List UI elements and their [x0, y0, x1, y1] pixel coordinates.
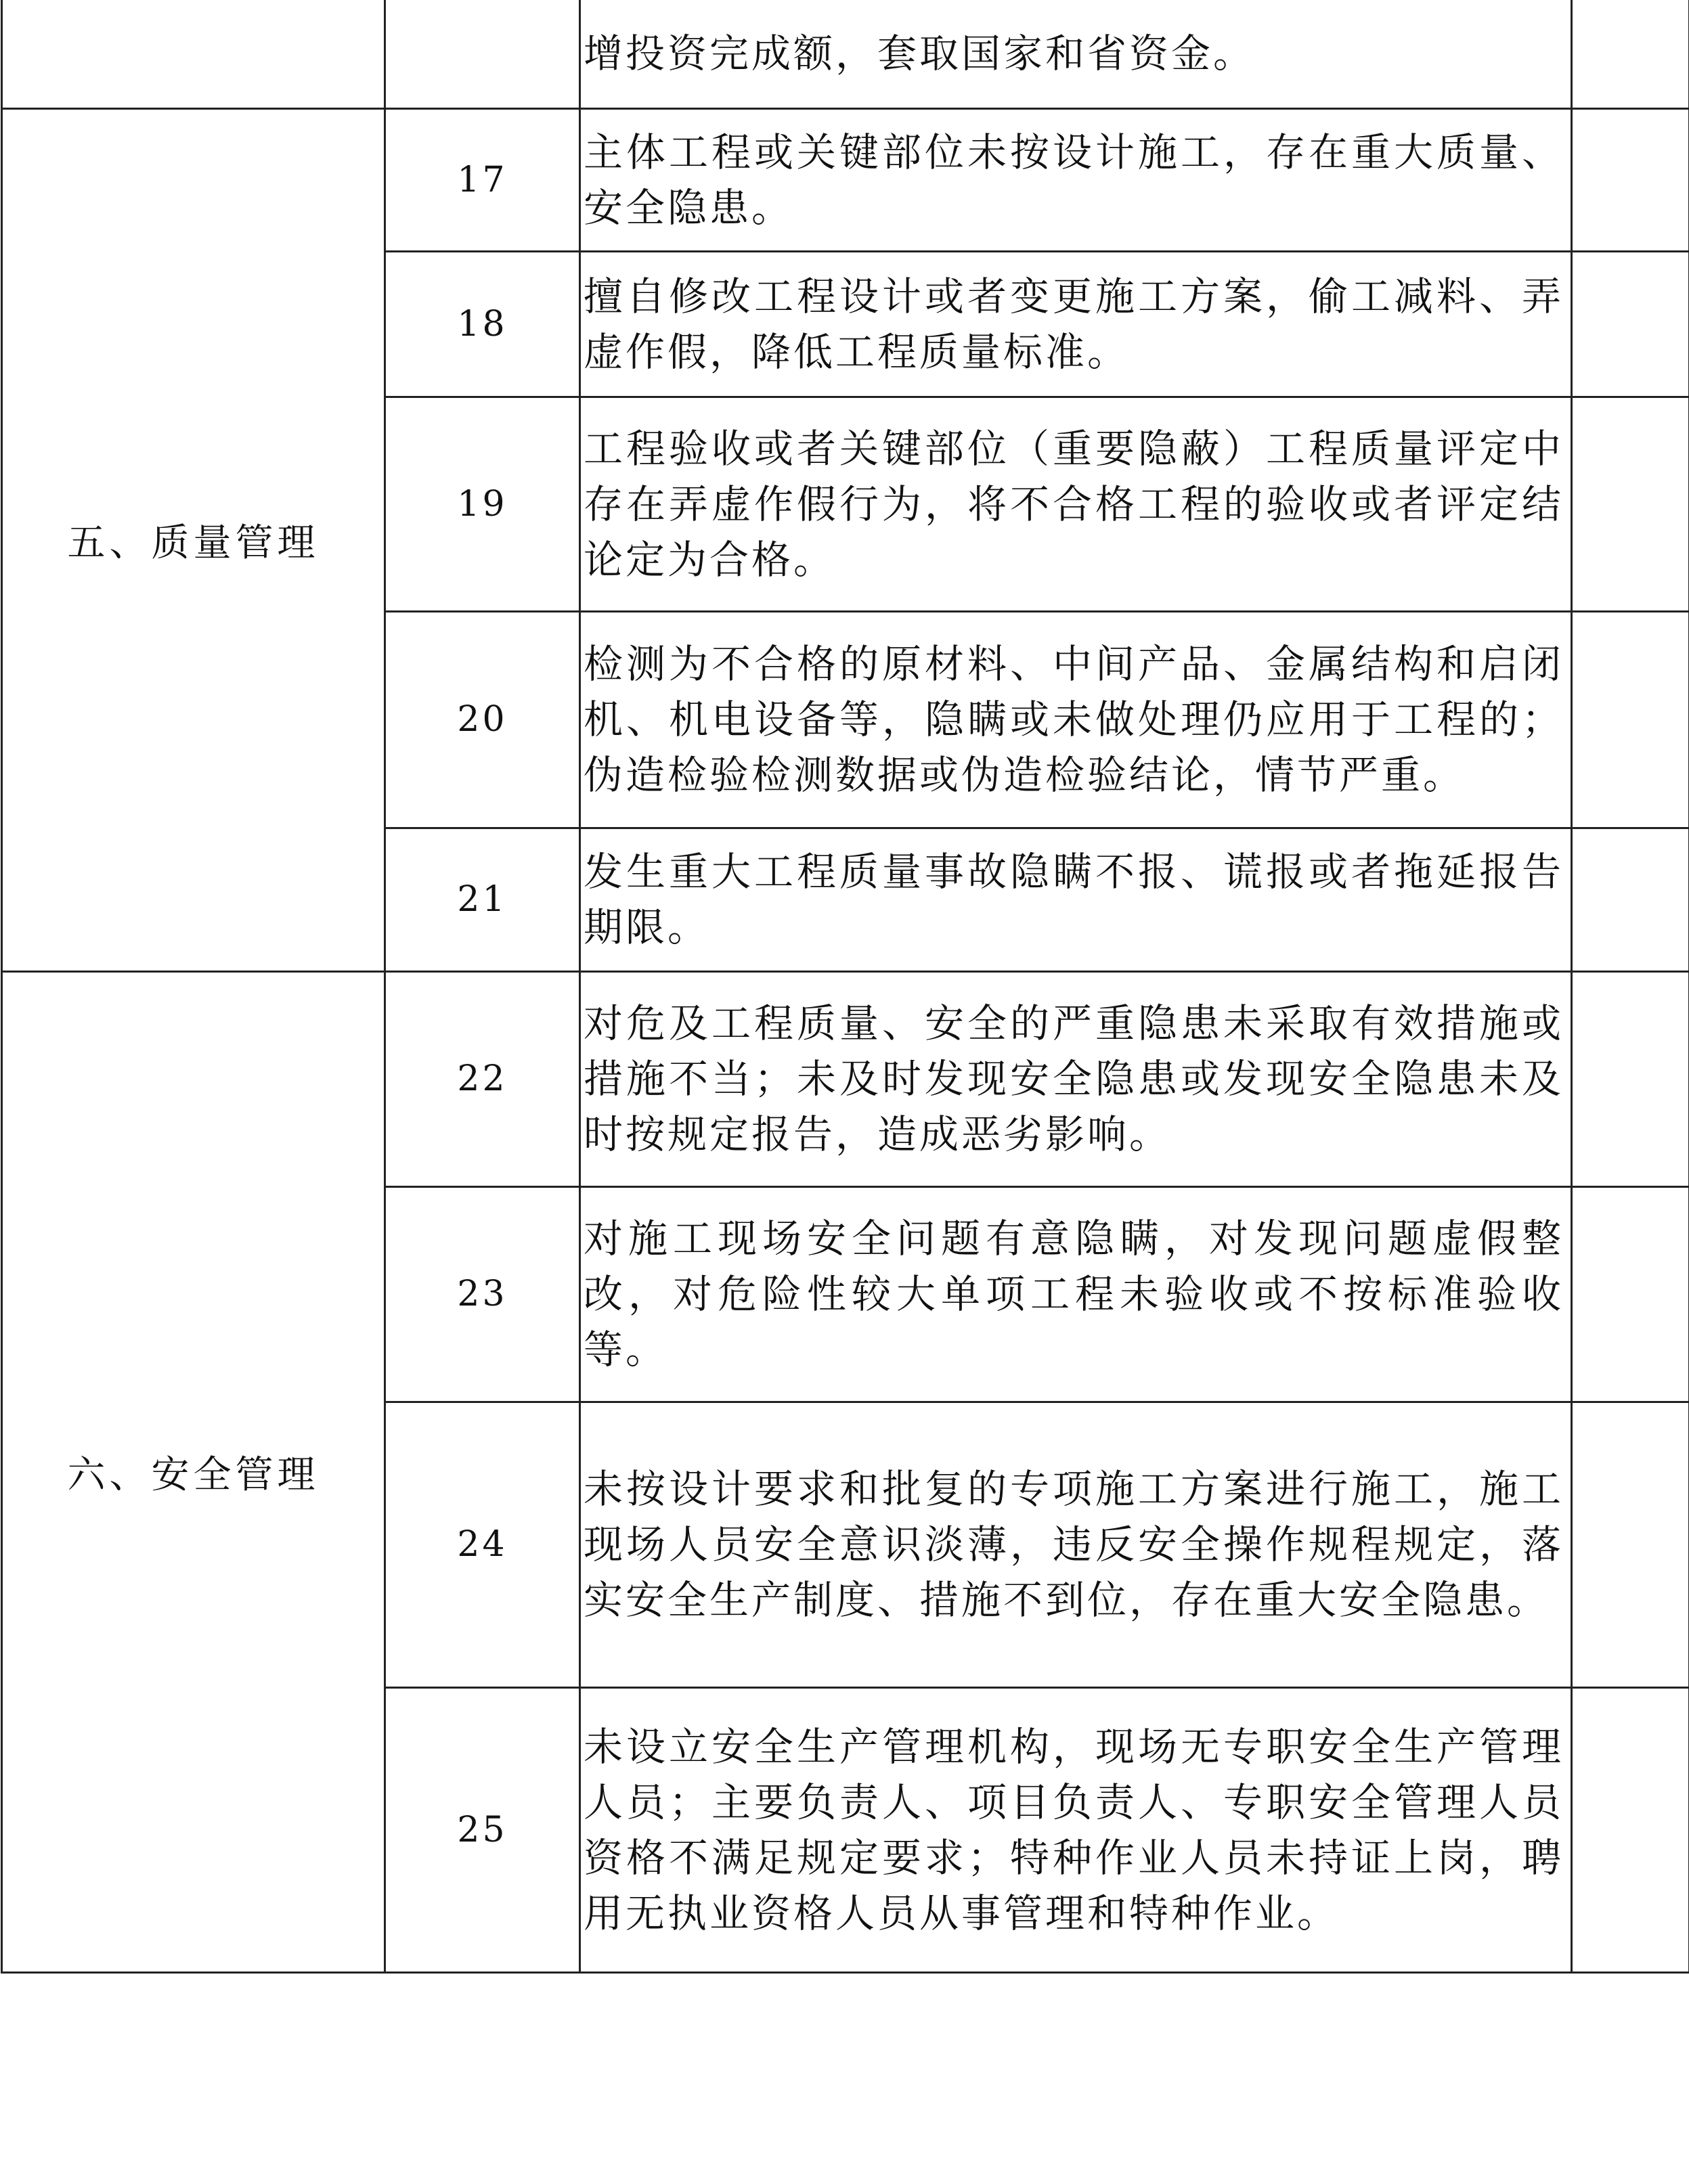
category-cell: [2, 108, 385, 971]
remark-cell: [1572, 251, 1689, 397]
remark-cell: [1572, 0, 1689, 108]
number-cell: [385, 971, 580, 1186]
row-number: 23: [457, 1274, 508, 1314]
remark-cell: [1572, 397, 1689, 611]
table-row: [2, 971, 1689, 1186]
remark-cell: [1572, 1687, 1689, 1972]
number-cell: [385, 611, 580, 828]
description-cell: [580, 0, 1572, 108]
category-label: 六、安全管理: [67, 1452, 320, 1497]
category-label: 五、质量管理: [67, 520, 320, 565]
description-text: 擅自修改工程设计或者变更施工方案，偷工减料、弄虚作假，降低工程质量标准。: [584, 273, 1564, 375]
description-text: 主体工程或关键部位未按设计施工，存在重大质量、安全隐患。: [584, 129, 1564, 231]
row-number: 17: [457, 159, 508, 200]
number-cell: [385, 828, 580, 971]
remark-cell: [1572, 1186, 1689, 1402]
description-text: 对危及工程质量、安全的严重隐患未采取有效措施或措施不当；未及时发现安全隐患或发现安全隐患未及时按规定报告，造成恶劣影响。: [584, 1000, 1564, 1157]
description-text: 发生重大工程质量事故隐瞒不报、谎报或者拖延报告期限。: [584, 849, 1564, 950]
row-number: 22: [457, 1058, 508, 1099]
row-number: 24: [457, 1524, 508, 1565]
number-cell: [385, 1186, 580, 1402]
violations-table: [1, 0, 1689, 1974]
description-cell: [580, 1186, 1572, 1402]
description-cell: [580, 971, 1572, 1186]
table-row: [2, 0, 1689, 108]
row-number: 21: [457, 879, 508, 920]
row-number: 18: [457, 303, 508, 344]
description-text: 未设立安全生产管理机构，现场无专职安全生产管理人员；主要负责人、项目负责人、专职安全管理人员资格不满足规定要求；特种作业人员未持证上岗，聘用无执业资格人员从事管理和特种作业。: [584, 1723, 1564, 1936]
row-number: 20: [457, 699, 508, 740]
description-text: 未按设计要求和批复的专项施工方案进行施工，施工现场人员安全意识淡薄，违反安全操作规程规定，落实安全生产制度、措施不到位，存在重大安全隐患。: [584, 1466, 1564, 1623]
remark-cell: [1572, 611, 1689, 828]
description-text: 增投资完成额，套取国家和省资金。: [584, 30, 1256, 77]
category-cell-empty: [2, 0, 385, 108]
number-cell: [385, 1402, 580, 1687]
number-cell: [385, 397, 580, 611]
description-cell: [580, 1687, 1572, 1972]
description-text: 工程验收或者关键部位（重要隐蔽）工程质量评定中存在弄虚作假行为，将不合格工程的验收或者评定结论定为合格。: [584, 425, 1564, 583]
remark-cell: [1572, 971, 1689, 1186]
number-cell: [385, 251, 580, 397]
description-cell: [580, 1402, 1572, 1687]
table-row: [2, 108, 1689, 251]
number-cell: [385, 108, 580, 251]
description-cell: [580, 251, 1572, 397]
number-cell-empty: [385, 0, 580, 108]
description-text: 对施工现场安全问题有意隐瞒，对发现问题虚假整改，对危险性较大单项工程未验收或不按标准验收等。: [584, 1216, 1564, 1373]
row-number: 19: [457, 483, 508, 525]
description-cell: [580, 828, 1572, 971]
description-cell: [580, 108, 1572, 251]
category-cell: [2, 971, 385, 1972]
row-number: 25: [457, 1809, 508, 1850]
number-cell: [385, 1687, 580, 1972]
description-cell: [580, 397, 1572, 611]
description-cell: [580, 611, 1572, 828]
remark-cell: [1572, 108, 1689, 251]
description-text: 检测为不合格的原材料、中间产品、金属结构和启闭机、机电设备等，隐瞒或未做处理仍应用于工程的；伪造检验检测数据或伪造检验结论，情节严重。: [584, 641, 1564, 798]
remark-cell: [1572, 1402, 1689, 1687]
remark-cell: [1572, 828, 1689, 971]
